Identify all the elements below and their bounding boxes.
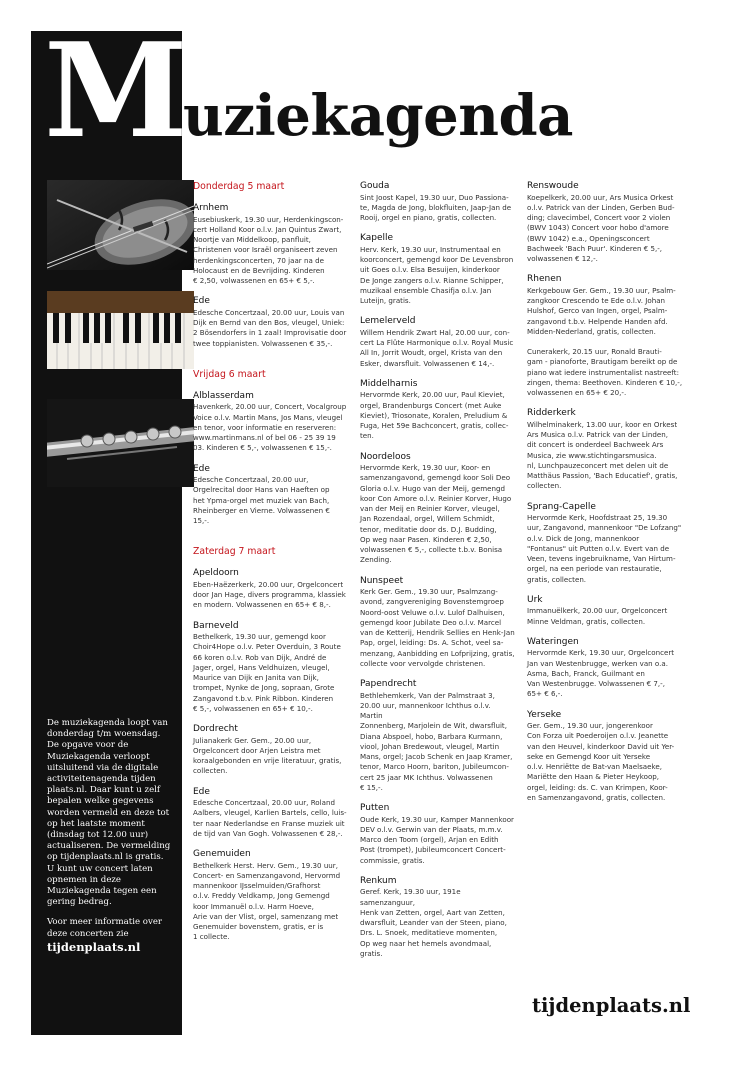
agenda-entry [193, 787, 348, 840]
agenda-entry [527, 637, 687, 700]
entry-line: o.l.v. Freddy Veldkamp, Jong Gemengd [193, 891, 330, 901]
city-heading: Lemelerveld [360, 316, 416, 327]
city-heading: Arnhem [193, 203, 229, 213]
entry-line: Orgelconcert door Arjen Leistra met [193, 745, 321, 755]
sidebar-info [47, 718, 173, 964]
entry-line: All In, Jorrit Woudt, orgel, Krista van den [360, 348, 503, 358]
entry-text [360, 587, 515, 669]
entry-line: "Fontanus" uit Putten o.l.v. Evert van de [527, 543, 670, 553]
city-heading: Ede [193, 296, 210, 307]
entry-line: trompet, Nynke de Jong, sopraan, Grote [193, 683, 335, 693]
entry-line: Matthäus Passion, 'Bach Educatief', gratis, [527, 471, 678, 480]
entry-line: Noord-oost Veluwe o.l.v. Lulof Dalhuisen, [360, 607, 505, 617]
entry-line: Choir4Hope o.l.v. Peter Overduin, 3 Route [193, 642, 341, 652]
sidebar-url: tijdenplaats.nl [47, 939, 141, 954]
entry-line: 20.00 uur, mannenkoor Ichthus o.l.v. Martin [360, 700, 491, 720]
entry-line: Bachweek 'Bach Puur'. Kinderen € 5,-, [527, 243, 663, 253]
entry-line: Koepelkerk, 20.00 uur, Ars Musica Orkest [527, 192, 674, 202]
entry-line: Rooij, orgel en piano, gratis, collecten. [360, 213, 497, 222]
agenda-entry [193, 203, 348, 286]
agenda-entry [360, 316, 515, 369]
entry-line: seke en Gemengd Koor uit Yerseke [527, 751, 651, 761]
entry-line: Wilhelminakerk, 13.00 uur, koor en Orkest [527, 419, 678, 429]
entry-line: en tenor, voor informatie en reserveren: [193, 422, 337, 432]
entry-line: dit concert is onderdeel Bachweek Ars [527, 440, 664, 450]
entry-line: Julianakerk Ger. Gem., 20.00 uur, [193, 735, 312, 745]
entry-line: Pap, orgel, leiding: Ds. A. Schot, veel sa- [360, 638, 504, 648]
agenda-entry [193, 849, 348, 943]
entry-line: 65+ € 6,-. [527, 689, 563, 699]
entry-line: Mariëtte den Haan & Pieter Heykoop, [527, 772, 660, 782]
agenda-entry [193, 724, 348, 777]
entry-line: Mans, orgel; Jacob Schenk en Jaap Kramer, [360, 752, 513, 761]
entry-text [193, 632, 348, 714]
agenda-column-3 [527, 181, 687, 813]
city-heading: Urk [527, 594, 543, 605]
entry-line: € 5,-, volwassenen en 65+ € 10,-. [193, 703, 313, 713]
agenda-entry [360, 452, 515, 566]
entry-text [193, 580, 348, 611]
entry-line: ding; clavecimbel, Concert voor 2 violen [527, 213, 671, 222]
agenda-entry [193, 391, 348, 454]
entry-line: Concert- en Samenzangavond, Hervormd [193, 870, 341, 880]
entry-line: tenor, meditatie door ds. D.J. Budding, [360, 524, 497, 534]
entry-line: koor Immanuël o.l.v. Harm Hoeve, [193, 901, 314, 911]
entry-line: 2 Bösendorfers in 1 zaal! Improvisatie door [193, 328, 347, 338]
entry-line: Minne Veldman, gratis, collecten. [527, 616, 646, 626]
entry-line: orgel, Brandenburgs Concert (met Auke [360, 400, 502, 410]
entry-text [527, 648, 687, 699]
entry-line: Marco den Toom (orgel), Arjan en Edith [360, 835, 499, 844]
entry-line: zangkoor Crescendo te Ede o.l.v. Johan [527, 296, 666, 305]
entry-line: Orgelrecital door Hans van Haeften op [193, 485, 330, 495]
entry-line: Asma, Bach, Franck, Guilmant en [527, 668, 645, 678]
entry-text [527, 420, 687, 492]
entry-line: orgel, na een periode van restauratie, [527, 564, 662, 574]
day-heading: Zaterdag 7 maart [193, 546, 276, 558]
entry-line: collecte voor vervolgde christenen. [360, 658, 486, 668]
city-heading: Genemuiden [193, 849, 251, 859]
agenda-entry [360, 233, 515, 306]
entry-line: Bethelkerk, 19.30 uur, gemengd koor [193, 632, 326, 641]
entry-line: gemengd koor Jubilate Deo o.l.v. Marcel [360, 617, 502, 627]
agenda-entry [527, 408, 687, 491]
agenda-entry [527, 710, 687, 804]
entry-line: piano wat iedere instrumentalist nastreeft: [527, 367, 679, 377]
day-heading: Donderdag 5 maart [193, 181, 285, 192]
entry-line: tenor, Marco Hoorn, bariton, Jubileumcon- [360, 762, 509, 772]
entry-line: o.l.v. Henriëtte de Bat-van Maelsaeke, [527, 762, 662, 771]
entry-line: Kerkgebouw Ger. Gem., 19.30 uur, Psalm- [527, 285, 676, 295]
entry-line: Bethelkerk Herst. Herv. Gem., 19.30 uur, [193, 860, 338, 870]
entry-line: Op weg naar het hemels avondmaal, gratis. [360, 938, 492, 958]
entry-line: door Jan Hage, divers programma, klassiek [193, 590, 346, 599]
entry-line: Sint Joost Kapel, 19.30 uur, Duo Passiona- [360, 192, 509, 202]
entry-text [527, 513, 687, 585]
entry-line: Maurice van Dijk en Janita van Dijk, [193, 673, 319, 682]
entry-line: volwassenen en 65+ € 20,-. [527, 388, 627, 397]
entry-line: Oude Kerk, 19.30 uur, Kamper Mannenkoor [360, 814, 514, 824]
city-heading: Papendrecht [360, 679, 417, 689]
entry-line: Musica, zie www.stichtingarsmusica. [527, 450, 657, 460]
entry-line: Veen, tevens ingebruikname, Van Hirtum- [527, 554, 676, 563]
entry-line: volwassenen € 12,-. [527, 254, 598, 263]
entry-line: cert Holland Koor o.l.v. Jan Quintus Zwart, [193, 224, 342, 234]
piano-keys-photo [47, 291, 194, 369]
entry-text [193, 475, 348, 526]
entry-line: Edesche Concertzaal, 20.00 uur, Louis van [193, 307, 345, 317]
entry-line: van de Ketterij, Hendrik Sellies en Henk-Jan [360, 628, 515, 637]
entry-line: o.l.v. Patrick van der Linden, Gerben Bud- [527, 202, 675, 212]
city-heading: Ridderkerk [527, 408, 576, 419]
entry-line: koorconcert, gemengd koor De Levensbron [360, 255, 514, 264]
entry-line: Kieviet), Triosonate, Koralen, Preludium & [360, 410, 508, 420]
entry-line: Ars Musica o.l.v. Patrick van der Linden, [527, 430, 668, 439]
entry-line: Kerk Ger. Gem., 19.30 uur, Psalmzang- [360, 587, 498, 596]
entry-line: Van Westenbrugge. Volwassenen € 7,-, [527, 679, 665, 688]
agenda-entry [527, 595, 687, 627]
entry-text [193, 861, 348, 943]
agenda-entry [527, 274, 687, 337]
agenda-column-1 [193, 181, 348, 953]
entry-text [360, 815, 515, 866]
entry-line: (BWV 1042) e.a., Openingsconcert [527, 233, 650, 243]
agenda-entry [527, 181, 687, 264]
entry-text [360, 390, 515, 441]
entry-line: avond, zangvereniging Bovenstemgroep [360, 597, 504, 607]
entry-line: Herv. Kerk, 19.30 uur, Instrumentaal en [360, 244, 501, 254]
agenda-entry [193, 296, 348, 349]
info-more [47, 917, 173, 955]
entry-line: uit Goes o.l.v. Elsa Besuijen, kinderkoor [360, 265, 500, 275]
entry-text [193, 736, 348, 777]
city-heading: Putten [360, 803, 390, 813]
city-heading: Nunspeet [360, 575, 404, 586]
entry-line: Holocaust en de Bevrijding. Kinderen [193, 265, 325, 275]
footer-url: tijdenplaats.nl [532, 994, 691, 1017]
entry-line: Ger. Gem., 19.30 uur, jongerenkoor [527, 721, 653, 730]
agenda-entry [193, 621, 348, 715]
agenda-entry [193, 464, 348, 527]
entry-line: o.l.v. Dick de Jong, mannenkoor [527, 533, 640, 543]
entry-line: Eben-Haëzerkerk, 20.00 uur, Orgelconcert [193, 579, 344, 589]
entry-line: Diana Abspoel, hobo, Barbara Kurmann, [360, 731, 503, 741]
agenda-entry [360, 803, 515, 866]
agenda-entry [360, 379, 515, 442]
entry-line: dwarsfluit, Leander van der Steen, piano, [360, 918, 507, 927]
city-heading: Kapelle [360, 233, 394, 244]
entry-line: Drs. L. Snoek, meditatieve momenten, [360, 928, 498, 938]
entry-line: www.martinmans.nl of bel 06 - 25 39 19 [193, 433, 336, 442]
entry-line: Edesche Concertzaal, 20.00 uur, Roland [193, 798, 335, 807]
entry-line: Noortje van Middelkoop, panfluit, [193, 235, 311, 244]
entry-line: gam - pianoforte, Brautigam bereikt op de [527, 357, 678, 367]
entry-line: € 2,50, volwassenen en 65+ € 5,-. [193, 276, 315, 285]
entry-line: Zonnenberg, Marjolein de Wit, dwarsfluit, [360, 721, 507, 731]
entry-line: commissie, gratis. [360, 855, 425, 865]
entry-line: Rheinberger en Vierne. Volwassenen € 15,-. [193, 505, 330, 525]
city-heading: Wateringen [527, 636, 579, 647]
agenda-entry [193, 568, 348, 610]
entry-line: Zending. [360, 555, 392, 565]
entry-text [360, 245, 515, 307]
entry-line: Gloria o.l.v. Hugo van der Meij, gemengd [360, 483, 505, 493]
entry-line: Hulshof, Gerco van Ingen, orgel, Psalm- [527, 306, 668, 316]
entry-line: Jager, orgel, Hans Veldhuizen, vleugel, [193, 662, 330, 672]
agenda-column-2 [360, 181, 515, 969]
entry-line: 1 collecte. [193, 932, 230, 942]
entry-text [360, 887, 515, 959]
entry-line: Zangavond t.b.v. Pink Ribbon. Kinderen [193, 693, 334, 703]
entry-line: 03. Kinderen € 5,-, volwassenen € 15,-. [193, 443, 332, 453]
entry-text [193, 402, 348, 453]
city-heading: Middelharnis [360, 378, 418, 389]
entry-line: cert La Flûte Harmonique o.l.v. Royal Music [360, 338, 514, 347]
entry-line: Midden-Nederland, gratis, collecten. [527, 326, 656, 336]
agenda-entry [360, 181, 515, 223]
entry-line: Henk van Zetten, orgel, Aart van Zetten, [360, 907, 505, 917]
info-paragraph: De muziekagenda loopt van donderdag t/m woensdag. De opgave voor de Muziekagenda verloopt uitsluitend via de digitale activiteitenagenda tijden plaats.nl. Daar kunt u zelf bepalen welke gegevens worden vermeld en deze tot op het laatste moment (dinsdag tot 12.00 uur) actualiseren. De vermelding op tijdenplaats.nl is gratis. U kunt uw concert laten opnemen in deze Muziekagenda tegen een gering bedrag. [47, 718, 171, 908]
agenda-entry [527, 347, 687, 398]
entry-text [527, 347, 687, 398]
entry-line: Con Forza uit Poederoijen o.l.v. Jeanette [527, 731, 669, 741]
entry-text [360, 691, 515, 794]
entry-line: Geref. Kerk, 19.30 uur, 191e samenzanguur, [360, 887, 461, 907]
entry-line: Edesche Concertzaal, 20.00 uur, [193, 475, 309, 484]
city-heading: Noordeloos [360, 451, 411, 462]
entry-line: Arie van der Vlist, orgel, samenzang met [193, 911, 339, 921]
entry-line: collecten. [193, 766, 228, 776]
entry-line: muzikaal ensemble Chasifja o.l.v. Jan [360, 285, 492, 295]
entry-text [360, 328, 515, 369]
entry-line: twee toppianisten. Volwassenen € 35,-. [193, 338, 333, 348]
info-more-text: Voor meer informatie over deze concerten zie [47, 917, 163, 939]
entry-text [527, 606, 687, 627]
entry-line: samenzangavond, gemengd koor Soli Deo [360, 473, 511, 483]
entry-line: Havenkerk, 20.00 uur, Concert, Vocalgroup [193, 402, 347, 412]
entry-text [527, 286, 687, 337]
entry-line: mannenkoor IJsselmuiden/Grafhorst [193, 881, 321, 890]
entry-line: zangavond t.b.v. Helpende Handen afd. [527, 316, 668, 326]
entry-line: Jan van Westenbrugge, werken van o.a. [527, 658, 669, 668]
entry-line: en Samenzangavond, gratis, collecten. [527, 792, 666, 802]
entry-line: 66 koren o.l.v. Rob van Dijk, André de [193, 652, 327, 662]
entry-line: herdenkingsconcerten, 70 jaar na de [193, 255, 324, 265]
entry-line: Christenen voor Israël organiseert zeven [193, 245, 338, 255]
entry-line: koor Con Amore o.l.v. Reinier Korver, Hugo [360, 493, 512, 503]
title-initial: M [44, 14, 186, 167]
city-heading: Gouda [360, 181, 390, 191]
city-heading: Alblasserdam [193, 390, 254, 401]
entry-line: Esker, dwarsfluit. Volwassenen € 14,-. [360, 358, 495, 368]
entry-line: koraalgebonden en vrije literatuur, gratis, [193, 756, 342, 765]
entry-line: DEV o.l.v. Gerwin van der Plaats, m.m.v. [360, 824, 503, 834]
entry-line: collecten. [527, 481, 562, 491]
entry-text [360, 463, 515, 566]
entry-line: Aalbers, vleugel, Karlien Bartels, cello, luis- [193, 808, 347, 818]
entry-line: Luteijn, gratis. [360, 296, 411, 305]
city-heading: Yerseke [527, 709, 562, 720]
flute-photo [47, 399, 194, 487]
agenda-entry [527, 502, 687, 585]
agenda-entry [360, 576, 515, 670]
entry-line: Fuga, Het 59e Bachconcert, gratis, collec- [360, 421, 509, 430]
city-heading: Renswoude [527, 181, 579, 191]
entry-line: (BWV 1043) Concert voor hobo d'amore [527, 223, 669, 233]
entry-line: van den Heuvel, kinderkoor David uit Yer- [527, 741, 675, 751]
entry-line: volwassenen € 5,-, collecte t.b.v. Bonisa [360, 545, 503, 554]
entry-line: de tijd van Van Gogh. Volwassenen € 28,-. [193, 828, 343, 838]
entry-line: Hervormde Kerk, Hoofdstraat 25, 19.30 [527, 513, 668, 522]
entry-line: zingen, thema: Beethoven. Kinderen € 10,-, [527, 377, 683, 387]
city-heading: Rhenen [527, 274, 562, 285]
entry-line: gratis, collecten. [527, 574, 587, 584]
entry-text [360, 193, 515, 224]
entry-line: Post (trompet), Jubileumconcert Concert- [360, 845, 506, 855]
entry-line: Willem Hendrik Zwart Hal, 20.00 uur, con- [360, 327, 510, 337]
entry-line: De Jonge zangers o.l.v. Rianne Schipper, [360, 275, 504, 285]
entry-text [527, 721, 687, 803]
entry-text [193, 798, 348, 839]
day-heading: Vrijdag 6 maart [193, 368, 266, 380]
entry-text [193, 215, 348, 287]
city-heading: Dordrecht [193, 724, 238, 734]
agenda-entry [360, 679, 515, 793]
entry-line: cert 25 jaar MK Ichthus. Volwassenen [360, 772, 493, 782]
entry-line: Hervormde Kerk, 20.00 uur, Paul Kieviet, [360, 390, 505, 400]
entry-line: Voice o.l.v. Martin Mans, Jos Mans, vleugel [193, 412, 343, 422]
city-heading: Barneveld [193, 620, 239, 631]
entry-line: Hervormde Kerk, 19.30 uur, Koor- en [360, 463, 491, 472]
city-heading: Sprang-Capelle [527, 501, 596, 512]
city-heading: Apeldoorn [193, 568, 239, 579]
city-heading: Ede [193, 463, 210, 474]
entry-line: van der Meij en Reinier Korver, vleugel, [360, 504, 500, 513]
city-heading: Ede [193, 786, 210, 797]
entry-line: nl, Lunchpauzeconcert met delen uit de [527, 460, 669, 470]
entry-text [527, 193, 687, 265]
entry-line: Eusebiuskerk, 19.30 uur, Herdenkingscon- [193, 214, 344, 224]
entry-line: menzang, Aanbidding en Lofprijzing, gratis, [360, 648, 515, 658]
entry-line: Op weg naar Pasen. Kinderen € 2,50, [360, 534, 492, 544]
violin-photo [47, 180, 194, 270]
entry-line: Hervormde Kerk, 19.30 uur, Orgelconcert [527, 648, 675, 658]
entry-line: en modern. Volwassenen en 65+ € 8,-. [193, 600, 331, 610]
entry-line: Immanuëlkerk, 20.00 uur, Orgelconcert [527, 606, 668, 616]
entry-line: Genemuider bovenstem, gratis, er is [193, 922, 324, 931]
entry-line: ten. [360, 431, 374, 441]
entry-line: ter naar Nederlandse en Franse muziek uit [193, 818, 345, 828]
entry-line: Dijk en Bernd van den Bos, vleugel, Uniek: [193, 318, 345, 327]
entry-line: viool, Johan Bredewout, vleugel, Martin [360, 741, 500, 751]
entry-line: te, Magda de Jong, blokfluiten, Jaap-Jan de [360, 202, 512, 212]
entry-line: orgel, leiding: ds. C. van Krimpen, Koor- [527, 782, 668, 792]
page-title: uziekagenda [183, 83, 573, 149]
entry-line: Cunerakerk, 20.15 uur, Ronald Brauti- [527, 347, 662, 356]
entry-line: € 15,-. [360, 782, 383, 792]
entry-line: het Ypma-orgel met muziek van Bach, [193, 495, 330, 505]
entry-line: Jan Rozendaal, orgel, Willem Schmidt, [360, 514, 495, 524]
entry-line: Bethlehemkerk, Van der Palmstraat 3, [360, 690, 495, 700]
city-heading: Renkum [360, 875, 397, 886]
entry-text [193, 308, 348, 349]
entry-line: uur, Zangavond, mannenkoor "De Lofzang" [527, 523, 682, 533]
agenda-entry [360, 876, 515, 959]
